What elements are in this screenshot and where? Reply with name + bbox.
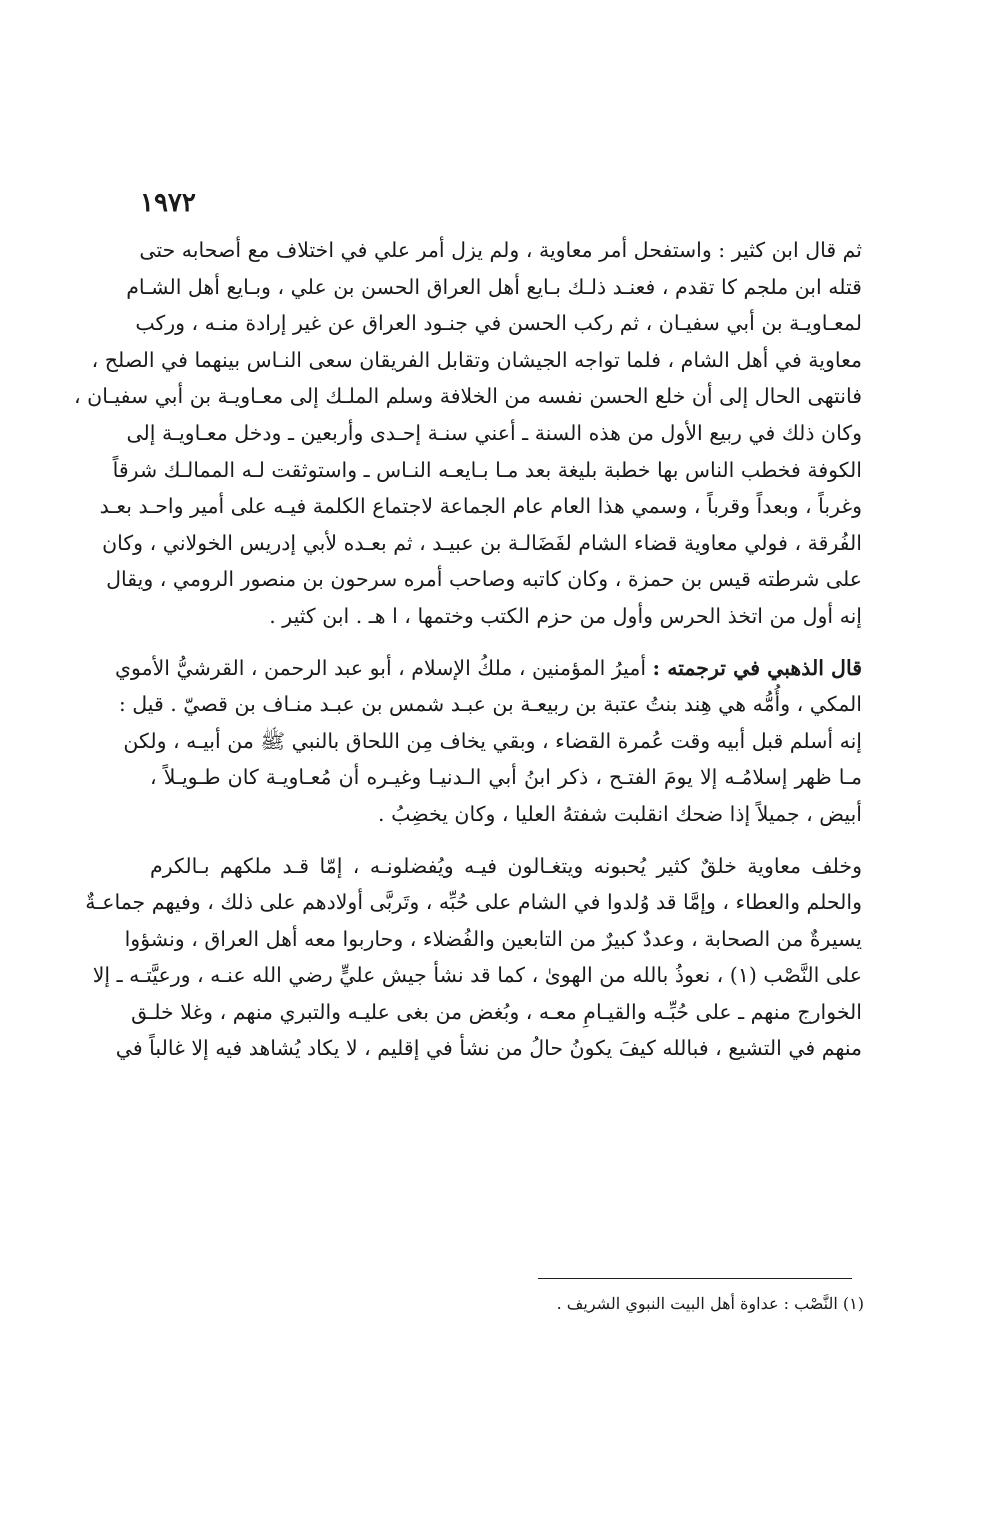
page-number: ١٩٧٢	[140, 188, 196, 218]
text-line: الفُرقة ، فولي معاوية قضاء الشام لفَضَالـة بن عبيـد ، ثم بعـده لأبي إدريس الخولاني ، وكان	[102, 530, 862, 555]
text-line: مـا ظهر إسلامُـه إلا يومَ الفتـح ، ذكر ابنُ أبي الـدنيـا وغيـره أن مُعـاويـة كان طـويـلاً ،	[150, 765, 862, 790]
text-line: إنه أول من اتخذ الحرس وأول من حزم الكتب وختمها ، ا هـ . ابن كثير .	[269, 603, 862, 628]
text-line: يسيرةٌ من الصحابة ، وعددٌ كبيرٌ من التابعين والفُضلاء ، وحاربوا معه أهل العراق ، ونشؤوا	[124, 926, 862, 951]
text-line: أبيض ، جميلاً إذا ضحك انقلبت شفتهُ العليا ، وكان يخضِبُ .	[378, 801, 862, 826]
text-line-rest: أميرُ المؤمنين ، ملكُ الإسلام ، أبو عبد الرحمن ، القرشيُّ الأموي	[115, 655, 653, 680]
text-line: الكوفة فخطب الناس بها خطبة بليغة بعد مـا بـايعـه النـاس ـ واستوثقت لـه الممالـك شرقاً	[112, 457, 862, 482]
text-line: ثم قال ابن كثير : واستفحل أمر معاوية ، ولم يزل أمر علي في اختلاف مع أصحابه حتى	[139, 238, 862, 262]
paragraph-successors	[85, 848, 862, 1068]
text-line: وخلف معاوية خلقٌ كثير يُحبونه ويتغـالون فيـه ويُفضلونـه ، إمّا قـد ملكهم بـالكرم	[150, 853, 862, 878]
footnote-divider	[538, 1278, 852, 1279]
paragraph-ibn-kathir	[74, 232, 862, 635]
text-line: على شرطته قيس بن حمزة ، وكان كاتبه وصاحب أمره سرحون بن منصور الرومي ، ويقال	[106, 567, 862, 592]
paragraph-lead: قال الذهبي في ترجمته :	[652, 655, 862, 680]
text-line: منهم في التشيع ، فبالله كيفَ يكونُ حالُ من نشأ في إقليم ، لا يكاد يُشاهد فيه إلا غالباً في	[115, 1036, 862, 1061]
text-line: على النَّصْب (١) ، نعوذُ بالله من الهوىٰ ، كما قد نشأ جيش عليٍّ رضي الله عنـه ، ورعيَّتـه ـ إلا	[92, 963, 862, 988]
main-text	[74, 232, 862, 1067]
text-line: معاوية في أهل الشام ، فلما تواجه الجيشان وتقابل الفريقان سعى النـاس بينهما في الصلح ،	[91, 347, 862, 372]
text-line	[115, 650, 862, 687]
text-line: الخوارج منهم ـ على حُبِّـه والقيـامِ معـه ، وبُغض من بغى عليـه والتبري منهم ، وغلا خلـق	[131, 999, 862, 1024]
text-line: والحلم والعطاء ، وإمَّا قد وُلدوا في الشام على حُبِّه ، وتَربَّى أولادهم على ذلك ، وفيهم جماعـةٌ	[85, 890, 862, 915]
paragraph-dhahabi	[115, 650, 862, 833]
text-line: المكي ، وأُمُّه هي هِند بنتُ عتبة بن ربيعـة بن عبـد شمس بن عبـد منـاف بن قصيّ . قيل :	[118, 692, 862, 717]
text-line: قتله ابن ملجم كا تقدم ، فعنـد ذلـك بـايع أهل العراق الحسن بن علي ، وبـايع أهل الشـام	[126, 274, 862, 299]
text-line: فانتهى الحال إلى أن خلع الحسن نفسه من الخلافة وسلم الملـك إلى معـاويـة بن أبي سفيـان ،	[74, 384, 862, 409]
text-line: إنه أسلم قبل أبيه وقت عُمرة القضاء ، وبقي يخاف مِن اللحاق بالنبي ﷺ من أبيـه ، ولكن	[123, 728, 862, 753]
text-line: وغرباً ، وبعداً وقرباً ، وسمي هذا العام عام الجماعة لاجتماع الكلمة فيـه على أمير واحـد بعـد	[99, 494, 862, 519]
text-line: لمعـاويـة بن أبي سفيـان ، ثم ركب الحسن في جنـود العراق عن غير إرادة منـه ، وركب	[135, 311, 862, 336]
text-line: وكان ذلك في ربيع الأول من هذه السنة ـ أعني سنـة إحـدى وأربعين ـ ودخل معـاويـة إلى	[126, 420, 862, 445]
footnote: (١) النَّصْب : عداوة أهل البيت النبوي الشريف .	[556, 1294, 864, 1313]
